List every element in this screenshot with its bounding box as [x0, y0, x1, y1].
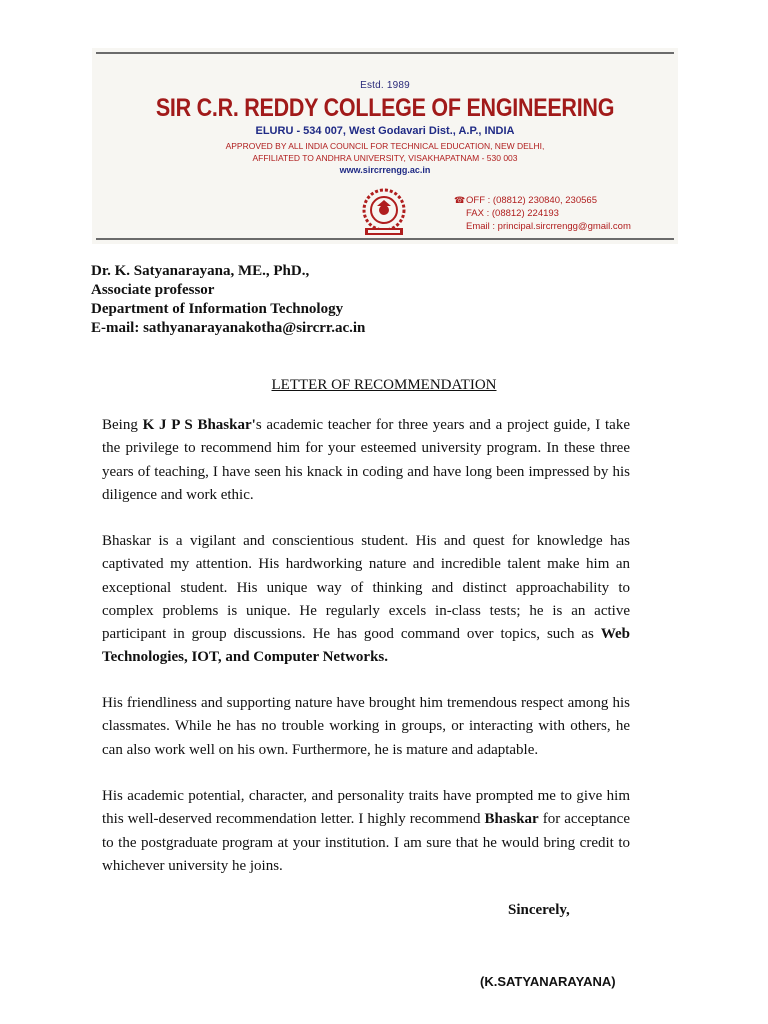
letter-title: LETTER OF RECOMMENDATION: [271, 377, 497, 393]
paragraph-qualities: [102, 530, 630, 670]
intro-text: s academic teacher for three years and a project guide, I take the privilege to recommend him for your esteemed university program. In these three years of teaching, I have seen his knack in coding and have long been impressed by his diligence and work ethic.: [102, 417, 630, 503]
letterhead-top-rule: [96, 52, 674, 54]
email-row: [454, 220, 631, 233]
topics-list: Web Technologies, IOT, and Computer Networks.: [102, 626, 630, 666]
college-website: www.sircrrengg.ac.in: [339, 165, 431, 175]
college-address: ELURU - 534 007, West Godavari Dist., A.P., INDIA: [255, 125, 515, 137]
recommended-name: Bhaskar: [484, 811, 539, 828]
college-name: SIR C.R. REDDY COLLEGE OF ENGINEERING: [155, 94, 615, 122]
office-phone: OFF : (08812) 230840, 230565: [466, 195, 597, 206]
closing: Sincerely,: [508, 902, 570, 918]
fax-number: FAX : (08812) 224193: [466, 208, 559, 219]
paragraph-recommendation: [102, 785, 630, 878]
signature-name: (K.SATYANARAYANA): [480, 974, 616, 989]
paragraph-personality: [102, 692, 630, 762]
college-emblem-icon: [359, 186, 409, 238]
principal-email: Email : principal.sircrrengg@gmail.com: [466, 221, 631, 232]
phone-icon: ☎: [454, 195, 466, 205]
office-phone-row: [454, 194, 631, 207]
paragraph-intro: [102, 414, 630, 507]
sender-position: Associate professor: [91, 282, 215, 298]
recommendation-rest: for acceptance to the postgraduate program at your institution. I am sure that he would bring credit to whichever university he joins.: [102, 811, 630, 874]
contact-details: [454, 194, 631, 233]
sender-name: Dr. K. Satyanarayana, ME., PhD.,: [91, 263, 310, 279]
sender-department: Department of Information Technology: [91, 301, 344, 317]
qualities-text: Bhaskar is a vigilant and conscientious student. His and quest for knowledge has captivated my attention. His hardworking nature and incredible talent make him an exceptional student. His unique way of thinking and distinct approachability to complex problems is unique. He regularly excels in-class tests; he is an active participant in group discussions. He has good command over topics, such as: [102, 533, 630, 643]
letterhead: [92, 48, 678, 244]
approval-statement: APPROVED BY ALL INDIA COUNCIL FOR TECHNICAL EDUCATION, NEW DELHI, AFFILIATED TO ANDHRA UNIVERSITY, VISAKHAPATNAM - 530 003: [225, 141, 545, 163]
fax-row: [454, 207, 631, 220]
sender-email: E-mail: sathyanarayanakotha@sircrr.ac.in: [91, 320, 366, 336]
student-name: K J P S Bhaskar': [142, 417, 256, 433]
sender-block: [91, 262, 365, 338]
letterhead-bottom-rule: [96, 238, 674, 240]
personality-text: His friendliness and supporting nature have brought him tremendous respect among his classmates. While he has no trouble working in groups, or interacting with others, he can also work well on his own. Furthermore, he is mature and adaptable.: [102, 695, 630, 758]
recommendation-prefix: His academic potential, character, and personality traits have prompted me to give him this well-deserved recommendation letter. I highly recommend: [102, 788, 630, 828]
intro-prefix: Being: [102, 417, 143, 433]
established-year: Estd. 1989: [360, 80, 410, 91]
